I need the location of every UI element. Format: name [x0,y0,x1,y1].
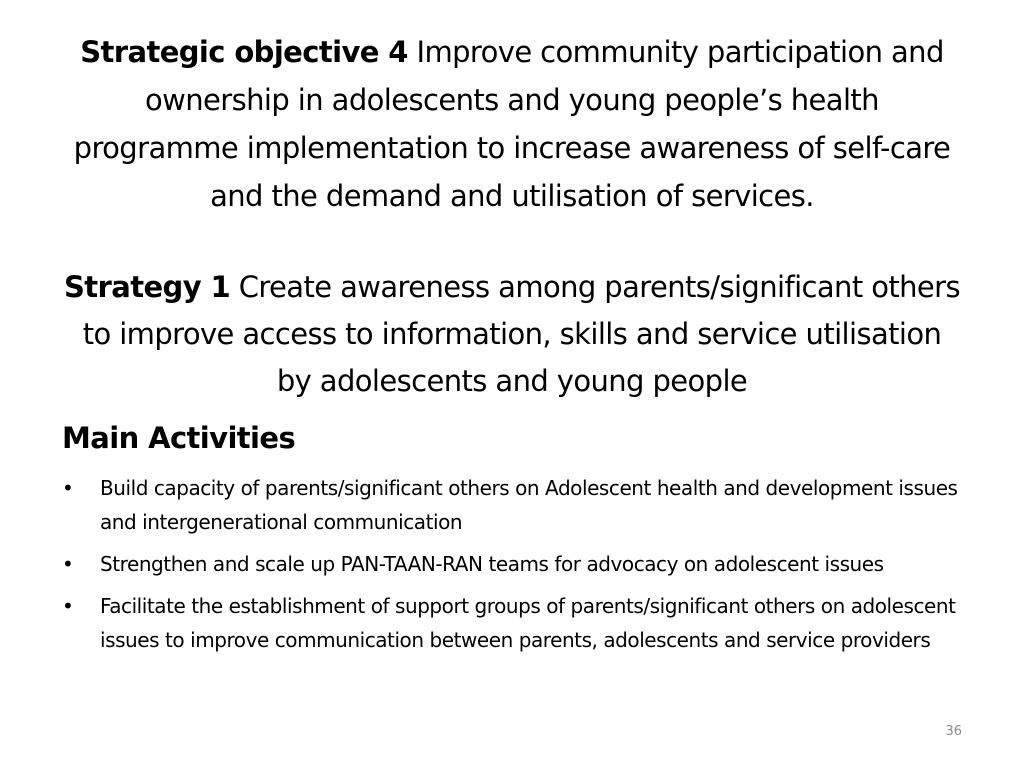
bullet-icon: • [62,552,74,576]
objective-label: Strategic objective 4 [80,35,408,69]
activity-text: Strengthen and scale up PAN-TAAN-RAN teams for advocacy on adolescent issues [100,552,884,576]
strategy-label: Strategy 1 [64,270,231,304]
bullet-icon: • [62,476,74,500]
activity-text: Build capacity of parents/significant others on Adolescent health and development issues and intergenerational communication [100,476,958,534]
activities-list [62,471,992,665]
objective-text: Improve community participation and ownership in adolescents and young people’s health programme implementation to increase awareness of self-care and the demand and utilisation of services. [73,35,951,213]
slide-title [60,28,964,220]
strategy-text: Create awareness among parents/significant others to improve access to information, skills and service utilisation by adolescents and young people [82,270,960,398]
slide-number: 36 [945,724,962,739]
bullet-icon: • [62,594,74,618]
activity-item [62,589,992,657]
strategy-block [62,264,962,405]
main-activities-heading: Main Activities [62,421,296,455]
activity-text: Facilitate the establishment of support groups of parents/significant others on adolescent issues to improve communication between parents, adolescents and service providers [100,594,956,652]
activity-item [62,547,992,581]
activity-item [62,471,992,539]
